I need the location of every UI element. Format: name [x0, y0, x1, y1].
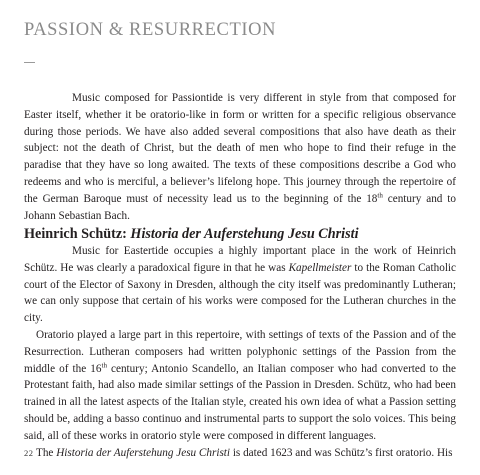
- title-divider: [24, 62, 35, 63]
- italic-term: Kapellmeister: [288, 261, 352, 274]
- paragraph-text: The: [36, 446, 57, 459]
- heading-work-title: Historia der Auferstehung Jesu Christi: [130, 226, 359, 242]
- section-paragraph-3: [24, 445, 456, 462]
- paragraph-text: Oratorio played a large part in this repertoire, with settings of texts of the Passion and of the Resurrection. Lutheran composers had written polyphonic settings of the Passion from the middle of the 16: [24, 328, 456, 375]
- section-heading: [24, 226, 359, 243]
- heading-composer: Heinrich Schütz:: [24, 226, 131, 242]
- page-number: 22: [24, 448, 34, 458]
- intro-text-end: century and to Johann Sebastian Bach.: [24, 192, 456, 222]
- paragraph-text: Music for Eastertide occupies a highly important place in the work of Heinrich Schütz. He was clearly a paradoxical figure in that he was: [24, 245, 456, 274]
- section-paragraph-1: [24, 243, 456, 327]
- page-title: PASSION & RESURRECTION: [24, 20, 277, 40]
- paragraph-text: century; Antonio Scandello, an Italian composer who had converted to the Protestant faith, had also made similar settings of the Passion in Dresden. Schütz, who had been trained in all the latest aspects of the Italian style, created his own idea of what a Passion setting should be, adding a basso continuo and instrumental parts to support the solo voices. This being said, all of these works in oratorio style were composed in different languages.: [24, 362, 456, 442]
- italic-work-title: Historia der Auferstehung Jesu Christi: [56, 446, 231, 459]
- intro-text-main: Music composed for Passiontide is very different in style from that composed for Easter itself, whether it be oratorio-like in form or written for a specific religious observance during those periods. We have also added several compositions that also have death as their subject: not the death of Christ, but the death of men who hope to find their refuge in the paradise that they have so long awaited. The texts of these compositions describe a God who redeems and who is merciful, a believer’s lifelong hope. This journey through the repertoire of the German Baroque must of necessity lead us to the beginning of the 18: [24, 92, 456, 205]
- section-text: [24, 243, 456, 461]
- paragraph-text: is dated 1623 and was Schütz’s first oratorio. His: [230, 446, 453, 459]
- section-paragraph-2: [24, 327, 456, 445]
- paragraph-text: to the Roman Catholic court of the Elector of Saxony in Dresden, although the city itself was predominantly Lutheran; we can only suppose that certain of his works were composed for the Lutheran churches in the city.: [24, 261, 457, 325]
- ordinal-suffix: th: [377, 191, 383, 200]
- ordinal-suffix: th: [101, 360, 107, 369]
- intro-paragraph: [24, 90, 456, 224]
- intro-text: [24, 90, 456, 224]
